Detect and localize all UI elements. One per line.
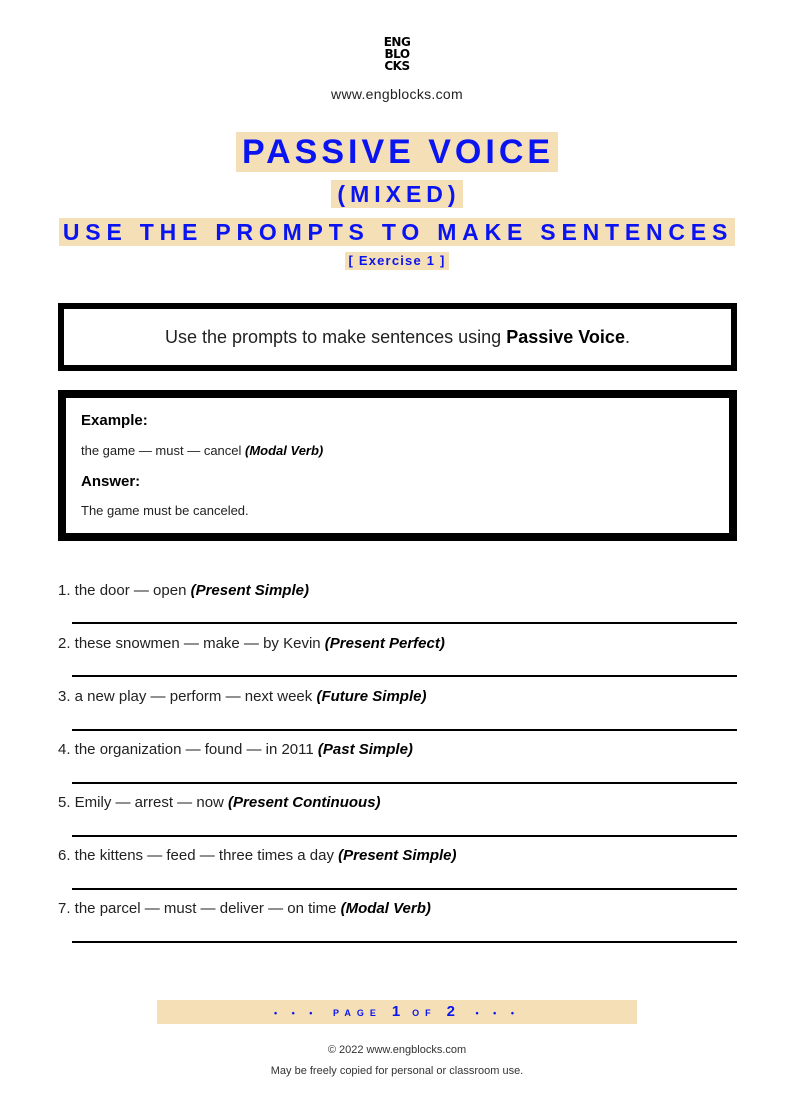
question-1: 1. the door — open (Present Simple) [58,582,309,599]
current-page: 1 [391,1003,403,1020]
example-answer: The game must be canceled. [81,503,249,518]
answer-line-4[interactable] [72,782,737,784]
page-title: PASSIVE VOICE [236,132,558,172]
question-2: 2. these snowmen — make — by Kevin (Present Perfect) [58,635,445,652]
copyright: © 2022 www.engblocks.com [327,1044,467,1056]
question-7: 7. the parcel — must — deliver — on time (Modal Verb) [58,900,431,917]
answer-line-5[interactable] [72,835,737,837]
engblocks-logo: ENG BLO CKS [383,35,411,73]
total-pages: 2 [446,1003,458,1020]
question-4: 4. the organization — found — in 2011 (Past Simple) [58,741,413,758]
answer-line-6[interactable] [72,888,737,890]
site-url[interactable]: www.engblocks.com [331,86,463,102]
answer-label: Answer: [81,473,141,490]
answer-line-7[interactable] [72,941,737,943]
answer-line-2[interactable] [72,675,737,677]
question-3: 3. a new play — perform — next week (Future Simple) [58,688,427,705]
example-label: Example: [81,412,148,429]
exercise-label: [ Exercise 1 ] [345,252,448,270]
answer-line-1[interactable] [72,622,737,624]
instruction-box [58,303,737,371]
usage-note: May be freely copied for personal or classroom use. [270,1065,524,1077]
example-prompt: the game — must — cancel (Modal Verb) [81,443,324,458]
page-indicator: • • • PAGE 1 OF 2 • • • [157,1000,637,1024]
page-subtitle: (MIXED) [331,180,462,208]
example-box [58,390,737,541]
answer-line-3[interactable] [72,729,737,731]
question-5: 5. Emily — arrest — now (Present Continuous) [58,794,381,811]
section-heading: USE THE PROMPTS TO MAKE SENTENCES [59,218,735,246]
question-6: 6. the kittens — feed — three times a day (Present Simple) [58,847,457,864]
instruction-text: Use the prompts to make sentences using Passive Voice. [165,326,630,347]
